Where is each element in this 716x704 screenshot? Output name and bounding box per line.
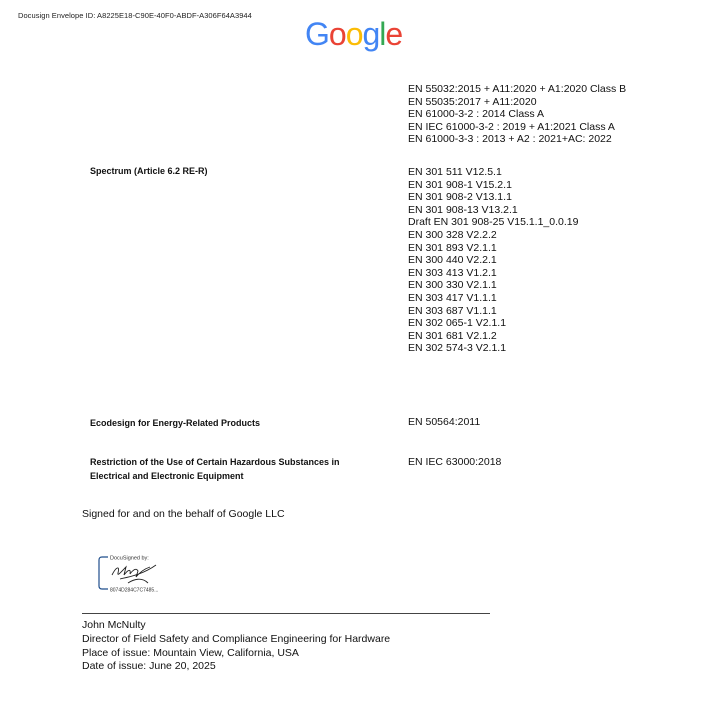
spectrum-standards-list <box>408 166 578 355</box>
signer-title: Director of Field Safety and Compliance Engineering for Hardware <box>82 632 391 645</box>
signer-block <box>82 619 390 674</box>
ecodesign-value: EN 50564:2011 <box>408 416 481 428</box>
spectrum-label: Spectrum (Article 6.2 RE-R) <box>90 166 208 176</box>
emc-standard: EN 61000-3-2 : 2014 Class A <box>408 108 544 121</box>
docusign-signature-stamp <box>98 553 193 593</box>
rohs-label-line2: Electrical and Electronic Equipment <box>90 471 244 481</box>
spectrum-standard: EN 302 574-3 V2.1.1 <box>408 342 507 355</box>
signature-line <box>82 613 490 614</box>
spectrum-standard: Draft EN 301 908-25 V15.1.1_0.0.19 <box>408 216 579 229</box>
envelope-id: Docusign Envelope ID: A8225E18-C90E-40F0-ABDF-A306F64A3944 <box>18 11 252 20</box>
logo-letter-g1: G <box>305 16 329 52</box>
logo-letter-g2: g <box>362 16 380 52</box>
spectrum-standard: EN 303 687 V1.1.1 <box>408 304 497 317</box>
spectrum-standard: EN 301 681 V2.1.2 <box>408 329 497 342</box>
logo-letter-o2: o <box>345 16 363 52</box>
spectrum-standard: EN 303 413 V1.2.1 <box>408 266 497 279</box>
docusign-code: 8074D284C7C7485... <box>110 587 159 593</box>
place-of-issue: Place of issue: Mountain View, California, USA <box>82 646 299 659</box>
spectrum-standard: EN 301 908-2 V13.1.1 <box>408 191 512 204</box>
spectrum-standard: EN 301 511 V12.5.1 <box>408 166 502 178</box>
emc-standard: EN IEC 61000-3-2 : 2019 + A1:2021 Class A <box>408 120 615 133</box>
emc-standard: EN 55035:2017 + A11:2020 <box>408 95 537 108</box>
rohs-label <box>90 455 340 483</box>
logo-letter-l: l <box>379 16 386 52</box>
rohs-label-line1: Restriction of the Use of Certain Hazardous Substances in <box>90 457 340 467</box>
emc-standards-list <box>408 83 626 146</box>
spectrum-standard: EN 301 893 V2.1.1 <box>408 241 497 254</box>
date-of-issue: Date of issue: June 20, 2025 <box>82 660 216 673</box>
signer-name: John McNulty <box>82 619 146 631</box>
logo-letter-e: e <box>385 16 403 52</box>
google-logo <box>305 14 402 54</box>
handwritten-signature <box>112 565 156 583</box>
ecodesign-label: Ecodesign for Energy-Related Products <box>90 418 261 428</box>
spectrum-standard: EN 300 440 V2.2.1 <box>408 254 497 267</box>
emc-standard: EN 55032:2015 + A11:2020 + A1:2020 Class B <box>408 83 627 95</box>
logo-letter-o1: o <box>328 16 346 52</box>
spectrum-standard: EN 300 328 V2.2.2 <box>408 228 497 241</box>
spectrum-standard: EN 303 417 V1.1.1 <box>408 291 497 304</box>
emc-standard: EN 61000-3-3 : 2013 + A2 : 2021+AC: 2022 <box>408 133 612 146</box>
spectrum-standard: EN 302 065-1 V2.1.1 <box>408 317 507 330</box>
docusign-header: DocuSigned by: <box>110 555 149 562</box>
signed-for-statement: Signed for and on the behalf of Google LLC <box>82 508 285 520</box>
spectrum-standard: EN 301 908-13 V13.2.1 <box>408 203 518 216</box>
spectrum-standard: EN 300 330 V2.1.1 <box>408 279 497 292</box>
rohs-value: EN IEC 63000:2018 <box>408 456 502 468</box>
spectrum-standard: EN 301 908-1 V15.2.1 <box>408 178 512 191</box>
